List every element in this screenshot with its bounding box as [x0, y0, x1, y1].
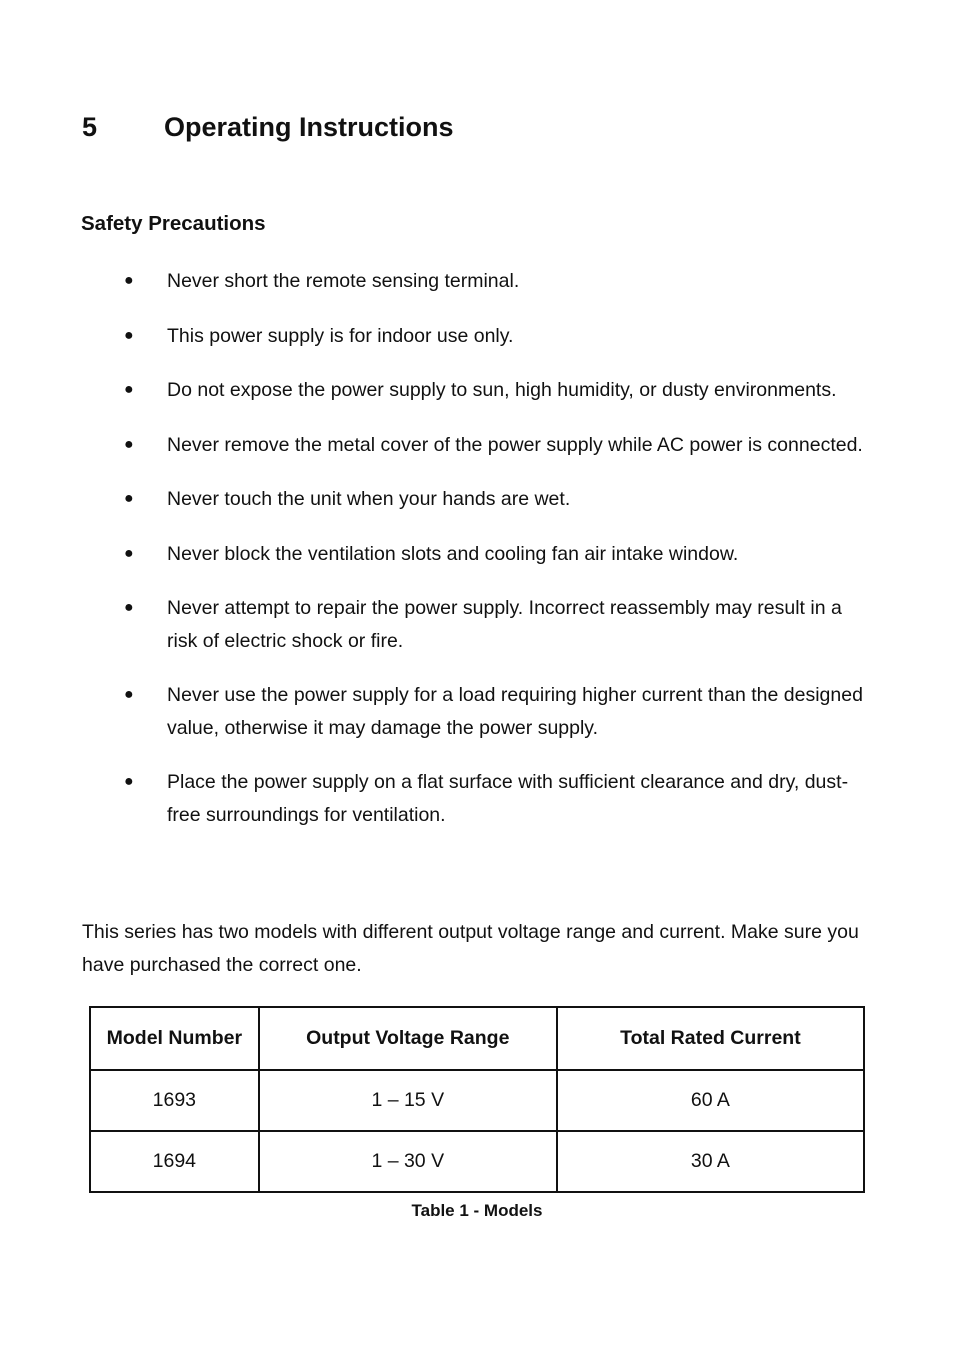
- models-intro-paragraph: This series has two models with different output voltage range and current. Make sure you have purchased the correct one.: [82, 921, 859, 976]
- list-item-text: Never remove the metal cover of the power supply while AC power is connected.: [167, 433, 863, 456]
- table-cell-output-voltage-range: 1 – 15 V: [259, 1070, 557, 1131]
- table-cell-total-rated-current: 30 A: [557, 1131, 864, 1192]
- bullet-icon: ●: [124, 381, 134, 398]
- bullet-icon: ●: [124, 435, 134, 453]
- safety-precautions-list: [0, 265, 954, 853]
- bullet-icon: ●: [124, 490, 134, 507]
- list-item-text: Never attempt to repair the power supply. Incorrect reassembly may result in a risk of electric shock or fire.: [167, 597, 842, 652]
- list-item: [0, 265, 954, 298]
- list-item: [0, 374, 954, 407]
- table-cell-model-number: 1694: [90, 1131, 259, 1192]
- bullet-icon: ●: [124, 326, 134, 344]
- table-caption: Table 1 - Models: [411, 1201, 543, 1220]
- table-row: [90, 1131, 864, 1192]
- list-item: [0, 429, 954, 462]
- bullet-icon: ●: [124, 773, 134, 790]
- list-item-text: Place the power supply on a flat surface with sufficient clearance and dry, dust-free surroundings for ventilation.: [167, 771, 849, 826]
- safety-precautions-heading: Safety Precautions: [81, 212, 266, 235]
- section-number: 5: [82, 112, 98, 142]
- table-header-row: [90, 1007, 864, 1070]
- list-item-text: Never short the remote sensing terminal.: [167, 270, 520, 292]
- list-item: [0, 320, 954, 353]
- bullet-icon: ●: [124, 544, 134, 562]
- list-item-text: Never use the power supply for a load requiring higher current than the designed value, otherwise it may damage the power supply.: [167, 684, 863, 739]
- list-item: [0, 538, 954, 571]
- list-item: [0, 592, 954, 657]
- list-item-text: Do not expose the power supply to sun, high humidity, or dusty environments.: [167, 379, 837, 401]
- table-row: [90, 1070, 864, 1131]
- bullet-icon: ●: [124, 599, 134, 616]
- section-title: Operating Instructions: [164, 112, 454, 142]
- section-heading: [82, 108, 454, 146]
- list-item: [0, 483, 954, 516]
- table-cell-model-number: 1693: [90, 1070, 259, 1131]
- column-header-output-voltage-range: Output Voltage Range: [259, 1007, 557, 1070]
- table-cell-output-voltage-range: 1 – 30 V: [259, 1131, 557, 1192]
- column-header-model-number: Model Number: [90, 1007, 259, 1070]
- bullet-icon: ●: [124, 686, 134, 703]
- list-item-text: Never block the ventilation slots and cooling fan air intake window.: [167, 542, 739, 565]
- list-item: [0, 766, 954, 831]
- models-table: [89, 1006, 865, 1193]
- bullet-icon: ●: [124, 272, 134, 289]
- column-header-total-rated-current: Total Rated Current: [557, 1007, 864, 1070]
- list-item-text: This power supply is for indoor use only.: [167, 324, 514, 347]
- list-item: [0, 679, 954, 744]
- list-item-text: Never touch the unit when your hands are wet.: [167, 488, 571, 510]
- table-cell-total-rated-current: 60 A: [557, 1070, 864, 1131]
